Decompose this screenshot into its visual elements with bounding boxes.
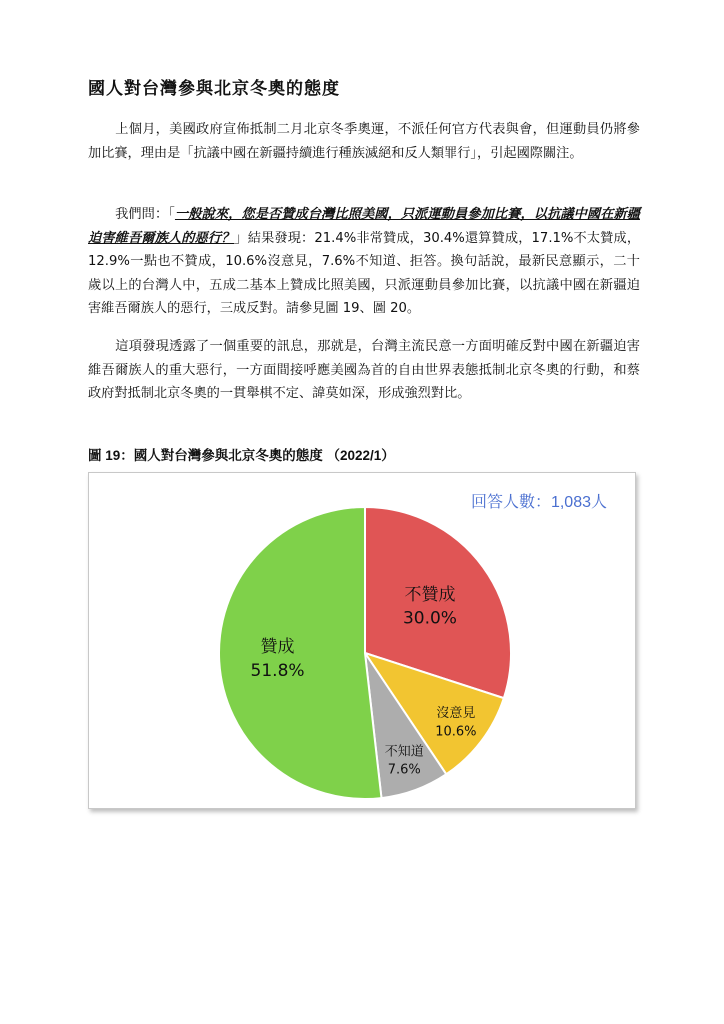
paragraph-1-text: 上個月，美國政府宣佈抵制二月北京冬季奧運，不派任何官方代表與會，但運動員仍將參加比賽，理由是「抗議中國在新疆持續進行種族滅絕和反人類罪行」，引起國際關注。 <box>88 122 640 161</box>
paragraph-3-text: 這項發現透露了一個重要的訊息，那就是，台灣主流民意一方面明確反對中國在新疆迫害維吾爾族人的重大惡行，一方面間接呼應美國為首的自由世界表態抵制北京冬奧的行動，和蔡政府對抵制北京冬奧的一貫舉棋不定、諱莫如深，形成強烈對比。 <box>88 339 640 401</box>
paragraph-2 <box>88 203 640 321</box>
pie-slice-value-1: 30.0% <box>402 608 457 629</box>
pie-slice-value-4: 51.8% <box>250 660 305 681</box>
figure-caption: 圖 19：國人對台灣參與北京冬奧的態度 （2022/1） <box>88 448 395 463</box>
paragraph-2-rest: 」結果發現：21.4%非常贊成，30.4%還算贊成，17.1%不太贊成，12.9%一點也不贊成，10.6%沒意見，7.6%不知道、拒答。換句話說，最新民意顯示，二十歲以上的台灣人中，五成二基本上贊成比照美國，只派運動員參加比賽，以抗議中國在新疆迫害維吾爾族人的惡行，三成反對。請參見圖 19、圖 20。 <box>88 230 641 316</box>
pie-slice-label-4: 贊成 <box>260 637 295 658</box>
paragraph-2-prefix: 我們問：「 <box>115 207 175 222</box>
pie-slice-label-3: 不知道 <box>384 744 424 760</box>
paragraph-1 <box>88 118 640 165</box>
paragraph-3 <box>88 335 640 406</box>
pie-chart-frame <box>88 472 636 809</box>
survey-question: 一般說來，您是否贊成台灣比照美國，只派運動員參加比賽，以抗議中國在新疆迫害維吾爾族人的惡行？ <box>88 207 640 246</box>
pie-slice-value-2: 10.6% <box>435 724 477 740</box>
article-heading: 國人對台灣參與北京冬奧的態度 <box>88 79 340 99</box>
respondent-count-annotation: 回答人數：1,083人 <box>470 494 607 511</box>
pie-slice-label-1: 不贊成 <box>404 584 456 605</box>
pie-slice-label-2: 沒意見 <box>436 706 476 722</box>
pie-chart <box>89 473 635 808</box>
pie-slice-4 <box>219 507 381 799</box>
pie-slice-value-3: 7.6% <box>387 762 421 778</box>
